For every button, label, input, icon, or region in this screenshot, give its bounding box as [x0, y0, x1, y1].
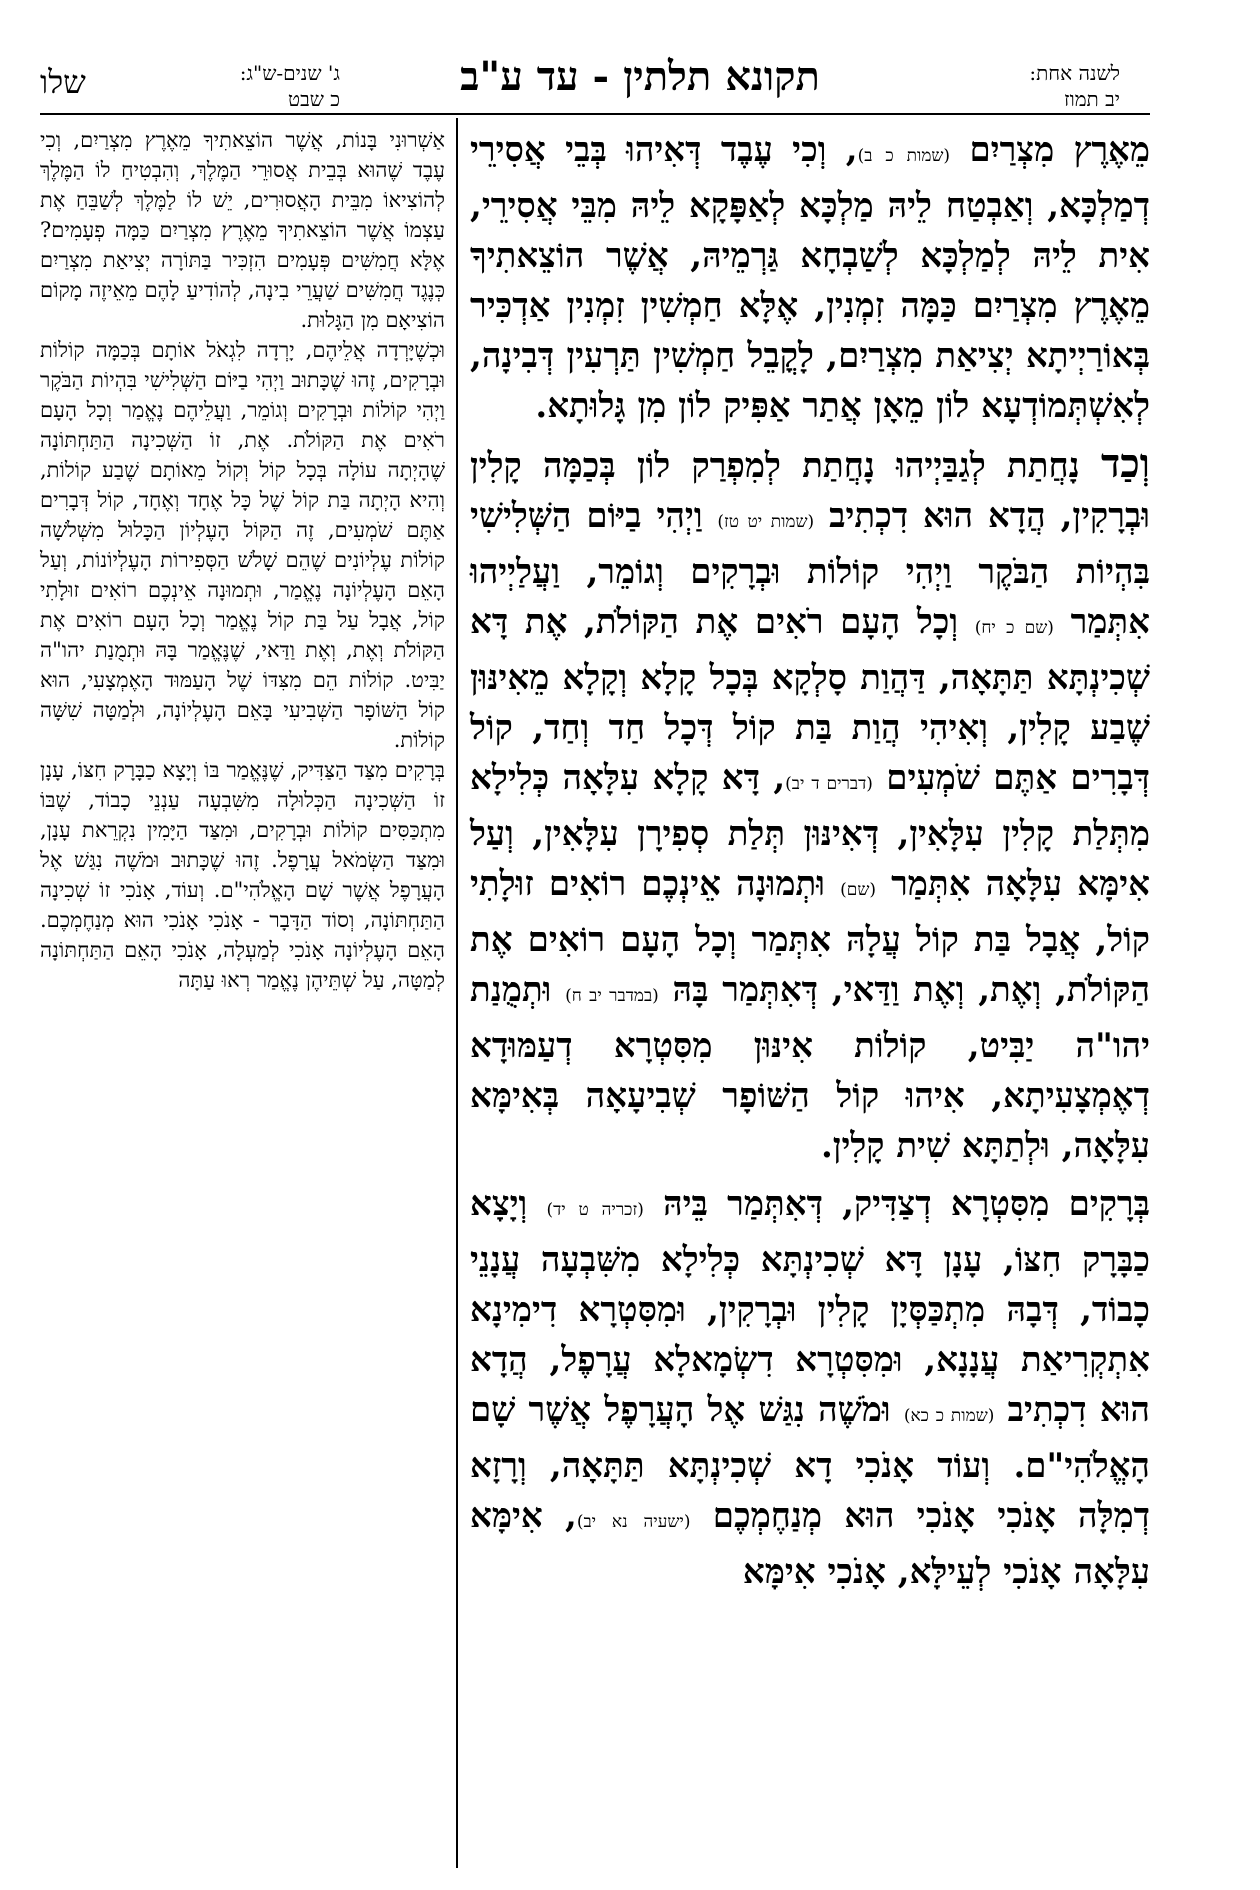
text-run: נָחֲתַת לְגַבַּיְיהוּ נָחֲתַת לְמִפְרַק לוֹן בְּכַמָּה קָלִין וּבְרָקִין, הֲדָא הוּא דִכְתִיב — [470, 446, 1150, 536]
translation-paragraph: וּכְשֶׁיָּרְדָה אֲלֵיהֶם, יָרְדָה לִגְאֹל אוֹתָם בְּכַמָּה קוֹלוֹת וּבְרָקִים, זֶהוּ שֶׁכָּתוּב וַיְהִי בַיּוֹם הַשְּׁלִישִׁי בִּהְיוֹת הַבֹּקֶר וַיְהִי קוֹלוֹת וּבְרָקִים וְגוֹמֵר, וַעֲלֵיהֶם נֶאֱמַר וְכָל הָעָם רֹאִים אֶת הַקּוֹלֹת. אֶת, זוֹ הַשְּׁכִינָה הַתַּחְתּוֹנָה שֶׁהָיְתָה עוֹלָה בְּכָל קוֹל וְקוֹל מֵאוֹתָם שֶׁבַע קוֹלוֹת, וְהִיא הָיְתָה בַּת קוֹל שֶׁל כָּל אֶחָד וְאֶחָד, קוֹל דְּבָרִים אַתֶּם שֹׁמְעִים, זֶה הַקּוֹל הָעֶלְיוֹן הַכָּלוּל מִשְּׁלֹשָׁה קוֹלוֹת עֶלְיוֹנִים שֶׁהֵם שָׁלֹשׁ הַסְּפִירוֹת הָעֶלְיוֹנוֹת, וְעַל הָאֵם הָעֶלְיוֹנָה נֶאֱמַר, וּתְמוּנָה אֵינְכֶם רוֹאִים זוּלָתִי קוֹל, אֲבָל עַל בַּת קוֹל נֶאֱמַר וְכָל הָעָם רוֹאִים אֶת הַקּוֹלֹת וְאֶת, וְאֶת וַדַּאי, שֶׁנֶּאֱמַר בָּהּ וּתְמֻנַת יהו"ה יַבִּיט. קוֹלוֹת הֵם מִצִּדּוֹ שֶׁל הָעַמּוּד הָאֶמְצָעִי, הוּא קוֹל הַשּׁוֹפָר הַשְּׁבִיעִי בָּאֵם הָעֶלְיוֹנָה, וּלְמַטָּה שִׁשָּׁה קוֹלוֹת. — [40, 338, 445, 752]
translation-paragraph: אַשְׁרוּנִי בָּנוֹת, אֲשֶׁר הוֹצֵאתִיךָ מֵאֶרֶץ מִצְרַיִם, וְכִי עֶבֶד שֶׁהוּא בְּבֵית אֲסוּרֵי הַמֶּלֶךְ, וְהִבְטִיחַ לוֹ הַמֶּלֶךְ לְהוֹצִיאוֹ מִבֵּית הָאֲסוּרִים, יֵשׁ לוֹ לַמֶּלֶךְ לְשַׁבֵּחַ אֶת עַצְמוֹ אֲשֶׁר הוֹצֵאתִיךָ מֵאֶרֶץ מִצְרַיִם כַּמָּה פְעָמִים? אֶלָּא חֲמִשִּׁים פְּעָמִים הִזְכִּיר בַּתּוֹרָה יְצִיאַת מִצְרַיִם כְּנֶגֶד חֲמִשִּׁים שַׁעֲרֵי בִינָה, לְהוֹדִיעַ לָהֶם מֵאֵיזֶה מָקוֹם הוֹצִיאָם מִן הַגָּלוּת. — [40, 128, 445, 332]
text-run: מֵאֶרֶץ מִצְרַיִם — [950, 130, 1151, 170]
three-year-schedule-date: כ שבט — [287, 87, 340, 111]
text-run: וַיְהִי בַיּוֹם הַשְּׁלִישִׁי בִּהְיוֹת הַבֹּקֶר וַיְהִי קוֹלוֹת וּבְרָקִים וְגוֹמֵר, וַעֲלַיְיהוּ אִתְּמַר — [470, 496, 1150, 642]
verse-reference: (שם) — [840, 880, 876, 900]
text-run: בְּרָקִים מִסִּטְרָא דְצַדִּיק, דְּאִתְּמַר בֵּיהּ — [643, 1184, 1151, 1224]
paragraph-lead-word: וְכַד — [1100, 440, 1150, 487]
verse-reference: (שם כ יח) — [974, 618, 1054, 638]
text-run: וְיָצָא כַבָּרָק חִצּוֹ, עָנָן דָּא שְׁכִינְתָּא כְּלִילָא מִשִּׁבְעָה עֲנָנֵי כָבוֹד, דְּבָהּ מִתְכַּסְּיָן קָלִין וּבְרָקִין, וּמִסִּטְרָא דִימִינָא אִתְקְרִיאַת עֲנָנָא, וּמִסִּטְרָא דִשְׂמָאלָא עֲרָפֶל, הֲדָא הוּא דִכְתִיב — [470, 1184, 1150, 1430]
page-header — [0, 0, 1260, 111]
text-run: , וְכִי עֶבֶד דְּאִיהוּ בְּבֵי אֲסִירֵי דְמַלְכָּא, וְאַבְטַח לֵיהּ מַלְכָּא לְאַפָּקָא לֵיהּ מִבֵּי אֲסִירֵי, אִית לֵיהּ לְמַלְכָּא לְשַׁבְחָא גַּרְמֵיהּ, אֲשֶׁר הוֹצֵאתִיךָ מֵאֶרֶץ מִצְרַיִם כַּמָּה זִמְנִין, אֶלָּא חַמְשִׁין זִמְנִין אַדְכִּיר בְּאוֹרַיְיתָא יְצִיאַת מִצְרַיִם, לָקֳבֵל חַמְשִׁין תַּרְעִין דְּבִינָה, לְאִשְׁתְּמוֹדְעָא לוֹן מֵאָן אֲתַר אַפִּיק לוֹן מִן גָּלוּתָא. — [470, 130, 1150, 426]
verse-reference: (ישעיה נא יב) — [576, 1512, 691, 1532]
header-right-info — [970, 60, 1120, 112]
translation-paragraph: בְּרָקִים מִצַּד הַצַּדִּיק, שֶׁנֶּאֱמַר בּוֹ וְיָצָא כַבָּרָק חִצּוֹ, עָנָן זוֹ הַשְּׁכִינָה הַכְּלוּלָה מִשִּׁבְעָה עַנְנֵי כָבוֹד, שֶׁבּוֹ מִתְכַּסִּים קוֹלוֹת וּבְרָקִים, וּמִצַּד הַיָּמִין נִקְרֵאת עָנָן, וּמִצַּד הַשְּׂמֹאל עֲרָפֶל. זֶהוּ שֶׁכָּתוּב וּמֹשֶׁה נִגַּשׁ אֶל הָעֲרָפֶל אֲשֶׁר שָׁם הָאֱלֹהִי"ם. וְעוֹד, אָנֹכִי זוֹ שְׁכִינָה הַתַּחְתּוֹנָה, וְסוֹד הַדָּבָר - אָנֹכִי אָנֹכִי הוּא מְנַחֶמְכֶם. הָאֵם הָעֶלְיוֹנָה אָנֹכִי לְמַעְלָה, אָנֹכִי הָאֵם הַתַּחְתּוֹנָה לְמַטָּה, עַל שְׁתֵּיהֶן נֶאֱמַר רְאוּ עַתָּה — [40, 758, 445, 992]
header-rule — [40, 113, 1150, 115]
main-text-column — [470, 125, 1150, 1605]
verse-reference: (במדבר יב ח) — [565, 986, 659, 1006]
main-paragraph — [470, 439, 1150, 1171]
header-left-text — [110, 60, 340, 112]
translation-column — [40, 125, 445, 995]
main-paragraph — [470, 1179, 1150, 1597]
verse-reference: (שמות כ כא) — [903, 1406, 995, 1426]
column-divider — [456, 118, 458, 1868]
text-run: , אִימָּא עִלָּאָה אָנֹכִי לְעֵילָּא, אָנֹכִי אִימָּא — [470, 1496, 1150, 1592]
text-run: וּתְמֻנַת יהו"ה יַבִּיט, קוֹלוֹת אִינּוּן מִסִּטְרָא דְעַמּוּדָא דְאֶמְצָעִיתָא, אִיהוּ קוֹל הַשּׁוֹפָר שְׁבִיעָאָה בְּאִימָּא עִלָּאָה, וּלְתַתָּא שִׁית קָלִין. — [470, 970, 1150, 1166]
text-run: וּתְמוּנָה אֵינְכֶם רוֹאִים זוּלָתִי קוֹל, אֲבָל בַּת קוֹל עֲלָהּ אִתְּמַר וְכָל הָעָם רוֹאִים אֶת הַקּוֹלֹת, וְאֶת, וְאֶת וַדַּאי, דְּאִתְּמַר בָּהּ — [470, 864, 1151, 1010]
verse-reference: (שמות כ ב) — [857, 146, 951, 166]
verse-reference: (זכריה ט יד) — [546, 1200, 644, 1220]
page-number: שלו — [40, 63, 86, 101]
page-title: תקונא תלתין - עד ע"ב — [460, 53, 820, 100]
verse-reference: (דברים ד יב) — [785, 774, 873, 794]
year-schedule-date: יב תמוז — [1064, 87, 1120, 111]
text-run: וּמֹשֶׁה נִגַּשׁ אֶל הָעֲרָפֶל אֲשֶׁר שָׁם הָאֱלֹהִי"ם. וְעוֹד אָנֹכִי דָא שְׁכִינְתָּא תַּתָּאָה, וְרָזָא דְמִלָּה אָנֹכִי אָנֹכִי הוּא מְנַחֶמְכֶם — [470, 1390, 1150, 1536]
verse-reference: (שמות יט טז) — [717, 512, 815, 532]
text-run: וְכָל הָעָם רֹאִים אֶת הַקּוֹלֹת, אֶת דָּא שְׁכִינְתָּא תַּתָּאָה, דַּהֲוַת סָלְקָא בְּכָל קָלָא וְקָלָא מֵאִינּוּן שֶׁבַע קָלִין, וְאִיהִי הֲוַת בַּת קוֹל דְּכָל חַד וְחַד, קוֹל דְּבָרִים אַתֶּם שֹׁמְעִים — [470, 602, 1151, 798]
year-schedule-label: לשנה אחת: — [1029, 61, 1120, 85]
text-run: , דָּא קָלָא עִלָּאָה כְּלִילָא מִתְּלַת קָלִין עִלָּאִין, דְּאִינּוּן תְּלַת סְפִירָן עִלָּאִין, וְעַל אִימָּא עִלָּאָה אִתְּמַר — [470, 758, 1151, 904]
main-paragraph — [470, 125, 1150, 431]
header-left-info — [40, 60, 340, 120]
three-year-schedule-label: ג' שנים-ש"ג: — [239, 61, 340, 85]
